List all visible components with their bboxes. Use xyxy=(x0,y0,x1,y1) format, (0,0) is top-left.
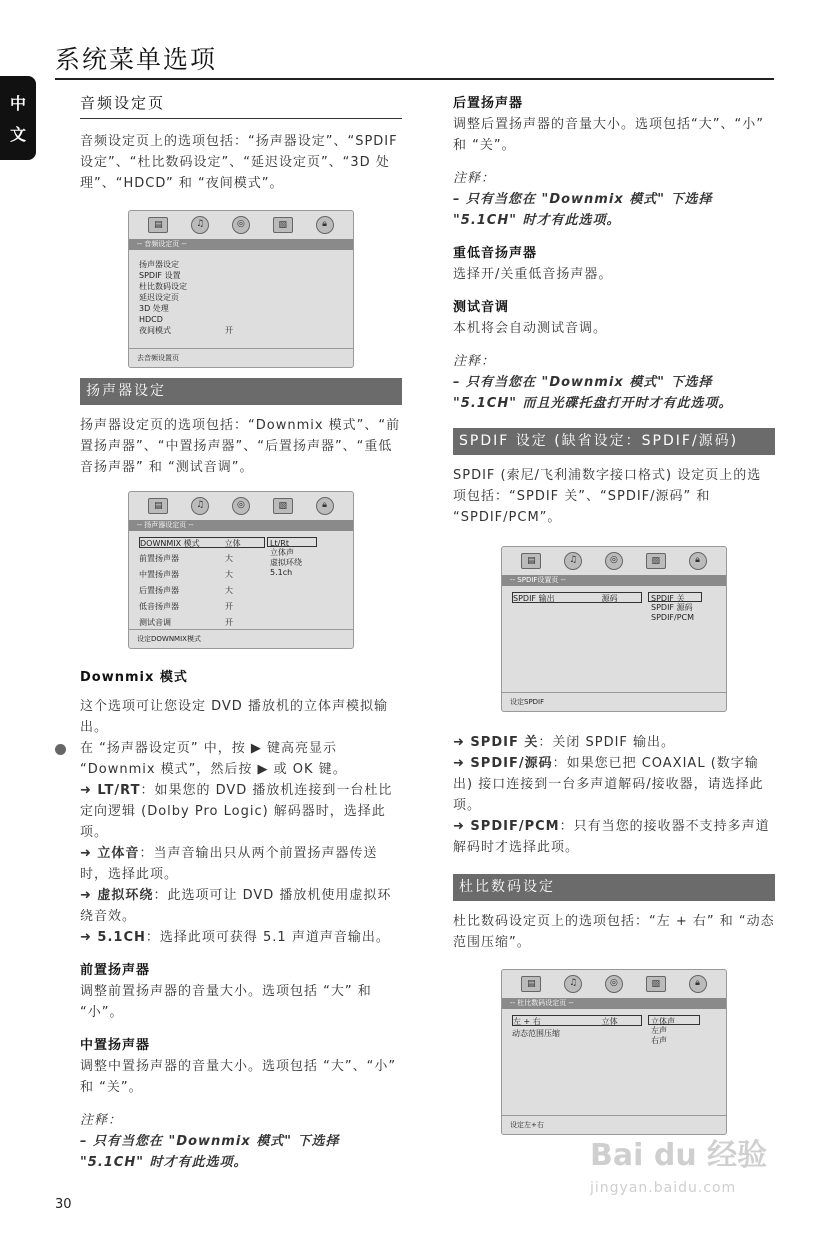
option-label: 虚拟环绕 xyxy=(97,888,154,903)
option-label: SPDIF/源码 xyxy=(470,756,553,771)
rear-speaker-title: 后置扬声器 xyxy=(453,96,524,111)
osd-row-key: 前置扬声器 xyxy=(139,554,179,563)
language-tab-char: 文 xyxy=(9,125,26,144)
subwoofer-title: 重低音扬声器 xyxy=(453,246,538,261)
osd-option-list xyxy=(648,592,702,622)
osd-option: 立体声 xyxy=(270,548,294,557)
front-speaker-text: 调整前置扬声器的音量大小。选项包括 “大” 和 “小”。 xyxy=(80,984,372,1020)
spdif-intro-text: SPDIF (索尼/飞利浦数字接口格式) 设定页上的选项包括：“SPDIF 关”、“SPDIF/源码” 和 “SPDIF/PCM”。 xyxy=(453,468,762,525)
osd-icon-bar xyxy=(502,970,726,998)
option-51ch xyxy=(80,927,402,948)
osd-row xyxy=(139,585,343,596)
osd-menu xyxy=(129,531,353,629)
osd-option-list xyxy=(267,537,317,577)
osd-footer: 设定DOWNMIX模式 xyxy=(129,629,353,647)
osd-menu-item: 杜比数码设定 xyxy=(139,282,187,291)
option-text: ：选择此项可获得 5.1 声道声音输出。 xyxy=(145,930,390,945)
note-text: – 只有当您在 "Downmix 模式" 下选择 "5.1CH" 时才有此选项。 xyxy=(80,1134,340,1170)
spdif-raw-option xyxy=(453,753,775,816)
audio-setup-icon: ♫ xyxy=(191,216,209,234)
osd-row xyxy=(139,617,343,628)
osd-row-value: 源码 xyxy=(601,594,618,603)
dolby-section-title: 杜比数码设定 xyxy=(453,874,775,901)
osd-audio-setup xyxy=(128,210,354,368)
osd-menu-item: 3D 处理 xyxy=(139,304,169,313)
lock-icon: 🔒︎ xyxy=(689,552,707,570)
option-text: ：当声音输出只从两个前置扬声器传送时，选择此项。 xyxy=(80,846,378,882)
test-tone-title: 测试音调 xyxy=(453,300,510,315)
osd-row xyxy=(139,601,343,612)
page-title: 系统菜单选项 xyxy=(55,45,218,74)
osd-row-value: 大 xyxy=(225,570,233,579)
page-number: 30 xyxy=(55,1197,72,1212)
osd-option: SPDIF 关 xyxy=(648,592,702,602)
option-stereo xyxy=(80,843,402,885)
osd-dolby-setup xyxy=(501,969,727,1135)
osd-row-key: 中置扬声器 xyxy=(139,570,179,579)
osd-menu-value: 开 xyxy=(225,326,233,335)
right-column xyxy=(453,93,775,1135)
dolby-icon: ◎ xyxy=(605,552,623,570)
osd-option: SPDIF 源码 xyxy=(651,603,693,612)
osd-row-key: 动态范围压缩 xyxy=(512,1029,560,1038)
osd-title: -- 扬声器设定页 -- xyxy=(129,520,353,531)
spdif-pcm-option xyxy=(453,816,775,858)
osd-row-value: 立体 xyxy=(601,1017,618,1026)
spdif-section-title: SPDIF 设定 (缺省设定：SPDIF/源码) xyxy=(453,428,775,455)
language-tab-char: 中 xyxy=(9,94,26,113)
audio-setup-icon: ♫ xyxy=(564,975,582,993)
osd-option: Lt/Rt xyxy=(267,537,317,547)
downmix-step: 在 “扬声器设定页” 中，按 ▶ 键高亮显示 “Downmix 模式”，然后按 ▶ 或 OK 键。 xyxy=(80,741,347,777)
note-text: – 只有当您在 "Downmix 模式" 下选择 "5.1CH" 时才有此选项。 xyxy=(453,192,713,228)
general-setup-icon: ▤ xyxy=(148,498,168,514)
note-label: 注释： xyxy=(453,354,496,369)
option-virtual xyxy=(80,885,402,927)
option-text: ：此选项可让 DVD 播放机使用虚拟环绕音效。 xyxy=(80,888,392,924)
note-label: 注释： xyxy=(80,1113,123,1128)
arrow-right-icon: ➜ xyxy=(80,930,98,945)
audio-intro-text: 音频设定页上的选项包括：“扬声器设定”、“SPDIF 设定”、“杜比数码设定”、“延迟设定页”、“3D 处理”、“HDCD” 和 “夜间模式”。 xyxy=(80,134,398,191)
lock-icon: 🔒︎ xyxy=(689,975,707,993)
osd-row-value: 开 xyxy=(225,618,233,627)
osd-icon-bar xyxy=(129,211,353,239)
osd-row-key: SPDIF 输出 xyxy=(513,594,555,603)
test-tone-text: 本机将会自动测试音调。 xyxy=(453,321,608,336)
osd-menu-item: 扬声器设定 xyxy=(139,260,179,269)
option-text: ：如果您的 DVD 播放机连接到一台杜比定向逻辑 (Dolby Pro Logic) 解码器时，选择此项。 xyxy=(80,783,393,840)
general-setup-icon: ▤ xyxy=(521,976,541,992)
osd-row xyxy=(512,592,642,603)
osd-row xyxy=(512,1015,642,1026)
osd-option: 虚拟环绕 xyxy=(270,558,302,567)
osd-row-value: 立体 xyxy=(224,539,241,548)
osd-menu-item: 延迟设定页 xyxy=(139,293,179,302)
front-speaker-title: 前置扬声器 xyxy=(80,963,151,978)
arrow-right-icon: ➜ xyxy=(80,783,98,798)
option-text: ：只有当您的接收器不支持多声道解码时才选择此项。 xyxy=(453,819,770,855)
downmix-title: Downmix 模式 xyxy=(80,670,188,685)
osd-title: -- SPDIF设置页 -- xyxy=(502,575,726,586)
osd-option: 立体声 xyxy=(648,1015,700,1025)
osd-row-value: 大 xyxy=(225,554,233,563)
dolby-icon: ◎ xyxy=(232,497,250,515)
speaker-section-title: 扬声器设定 xyxy=(80,378,402,405)
rear-speaker-text: 调整后置扬声器的音量大小。选项包括“大”、“小” 和 “关”。 xyxy=(453,117,764,153)
option-text: ：如果您已把 COAXIAL (数字输出) 接口连接到一台多声道解码/接收器，请选择此项。 xyxy=(453,756,764,813)
center-speaker-text: 调整中置扬声器的音量大小。选项包括 “大”、“小” 和 “关”。 xyxy=(80,1059,397,1095)
baidu-watermark xyxy=(590,1130,790,1196)
osd-menu xyxy=(502,1009,726,1115)
language-tab xyxy=(0,76,36,160)
arrow-right-icon: ➜ xyxy=(453,735,471,750)
option-label: SPDIF/PCM xyxy=(470,819,560,834)
video-setup-icon: ▧ xyxy=(646,976,666,992)
audio-setup-icon: ♫ xyxy=(191,497,209,515)
bullet-icon xyxy=(55,744,66,755)
video-setup-icon: ▧ xyxy=(646,553,666,569)
audio-section-title: 音频设定页 xyxy=(80,93,402,119)
option-label: LT/RT xyxy=(97,783,141,798)
general-setup-icon: ▤ xyxy=(148,217,168,233)
speaker-intro-text: 扬声器设定页的选项包括：“Downmix 模式”、“前置扬声器”、“中置扬声器”、“后置扬声器”、“重低音扬声器” 和 “测试音调”。 xyxy=(80,418,401,475)
arrow-right-icon: ➜ xyxy=(453,819,471,834)
osd-footer: 设定左+右 xyxy=(502,1115,726,1133)
osd-footer: 去音频设置页 xyxy=(129,348,353,366)
left-column xyxy=(80,93,402,1173)
dolby-intro-text: 杜比数码设定页上的选项包括：“左 + 右” 和 “动态范围压缩”。 xyxy=(453,914,775,950)
general-setup-icon: ▤ xyxy=(521,553,541,569)
video-setup-icon: ▧ xyxy=(273,498,293,514)
dolby-icon: ◎ xyxy=(605,975,623,993)
option-ltrt xyxy=(80,780,402,843)
lock-icon: 🔒︎ xyxy=(316,216,334,234)
osd-menu-item: HDCD xyxy=(139,315,163,324)
option-label: SPDIF 关 xyxy=(470,735,539,750)
arrow-right-icon: ➜ xyxy=(80,888,98,903)
osd-footer: 设定SPDIF xyxy=(502,692,726,710)
osd-row-value: 开 xyxy=(225,602,233,611)
osd-title: -- 音频设定页 -- xyxy=(129,239,353,250)
arrow-right-icon: ➜ xyxy=(80,846,98,861)
osd-option: 右声 xyxy=(651,1036,667,1045)
downmix-text: 这个选项可让您设定 DVD 播放机的立体声模拟输出。 xyxy=(80,699,388,735)
osd-title: -- 杜比数码设定页 -- xyxy=(502,998,726,1009)
osd-option: SPDIF/PCM xyxy=(651,613,695,622)
osd-icon-bar xyxy=(502,547,726,575)
option-label: 5.1CH xyxy=(97,930,146,945)
subwoofer-text: 选择开/关重低音扬声器。 xyxy=(453,267,613,282)
osd-row-value xyxy=(602,1028,642,1039)
lock-icon: 🔒︎ xyxy=(316,497,334,515)
osd-menu xyxy=(502,586,726,692)
option-text: ：关闭 SPDIF 输出。 xyxy=(538,735,676,750)
osd-row xyxy=(139,537,265,548)
osd-spdif-setup xyxy=(501,546,727,712)
watermark-brand: Bai du 经验 xyxy=(590,1138,768,1173)
osd-row-key: 后置扬声器 xyxy=(139,586,179,595)
osd-speaker-setup xyxy=(128,491,354,649)
arrow-right-icon: ➜ xyxy=(453,756,471,771)
video-setup-icon: ▧ xyxy=(273,217,293,233)
osd-row-value: 大 xyxy=(225,586,233,595)
osd-row-key: DOWNMIX 模式 xyxy=(140,539,200,548)
audio-setup-icon: ♫ xyxy=(564,552,582,570)
osd-icon-bar xyxy=(129,492,353,520)
dolby-icon: ◎ xyxy=(232,216,250,234)
osd-menu xyxy=(129,250,353,348)
watermark-url: jingyan.baidu.com xyxy=(590,1180,737,1196)
osd-option-list xyxy=(648,1015,700,1045)
note-text: – 只有当您在 "Downmix 模式" 下选择 "5.1CH" 而且光碟托盘打开时才有此选项。 xyxy=(453,375,733,411)
option-label: 立体音 xyxy=(97,846,140,861)
center-speaker-title: 中置扬声器 xyxy=(80,1038,151,1053)
osd-row-key: 测试音调 xyxy=(139,618,171,627)
title-divider xyxy=(55,78,774,80)
osd-row-key: 左 + 右 xyxy=(513,1017,541,1026)
osd-menu-item: SPDIF 设置 xyxy=(139,271,181,280)
osd-menu-item: 夜间模式 xyxy=(139,326,171,335)
note-label: 注释： xyxy=(453,171,496,186)
spdif-off-option xyxy=(453,732,775,753)
osd-row-key: 低音扬声器 xyxy=(139,602,179,611)
osd-option: 左声 xyxy=(651,1026,667,1035)
osd-option: 5.1ch xyxy=(270,568,293,577)
